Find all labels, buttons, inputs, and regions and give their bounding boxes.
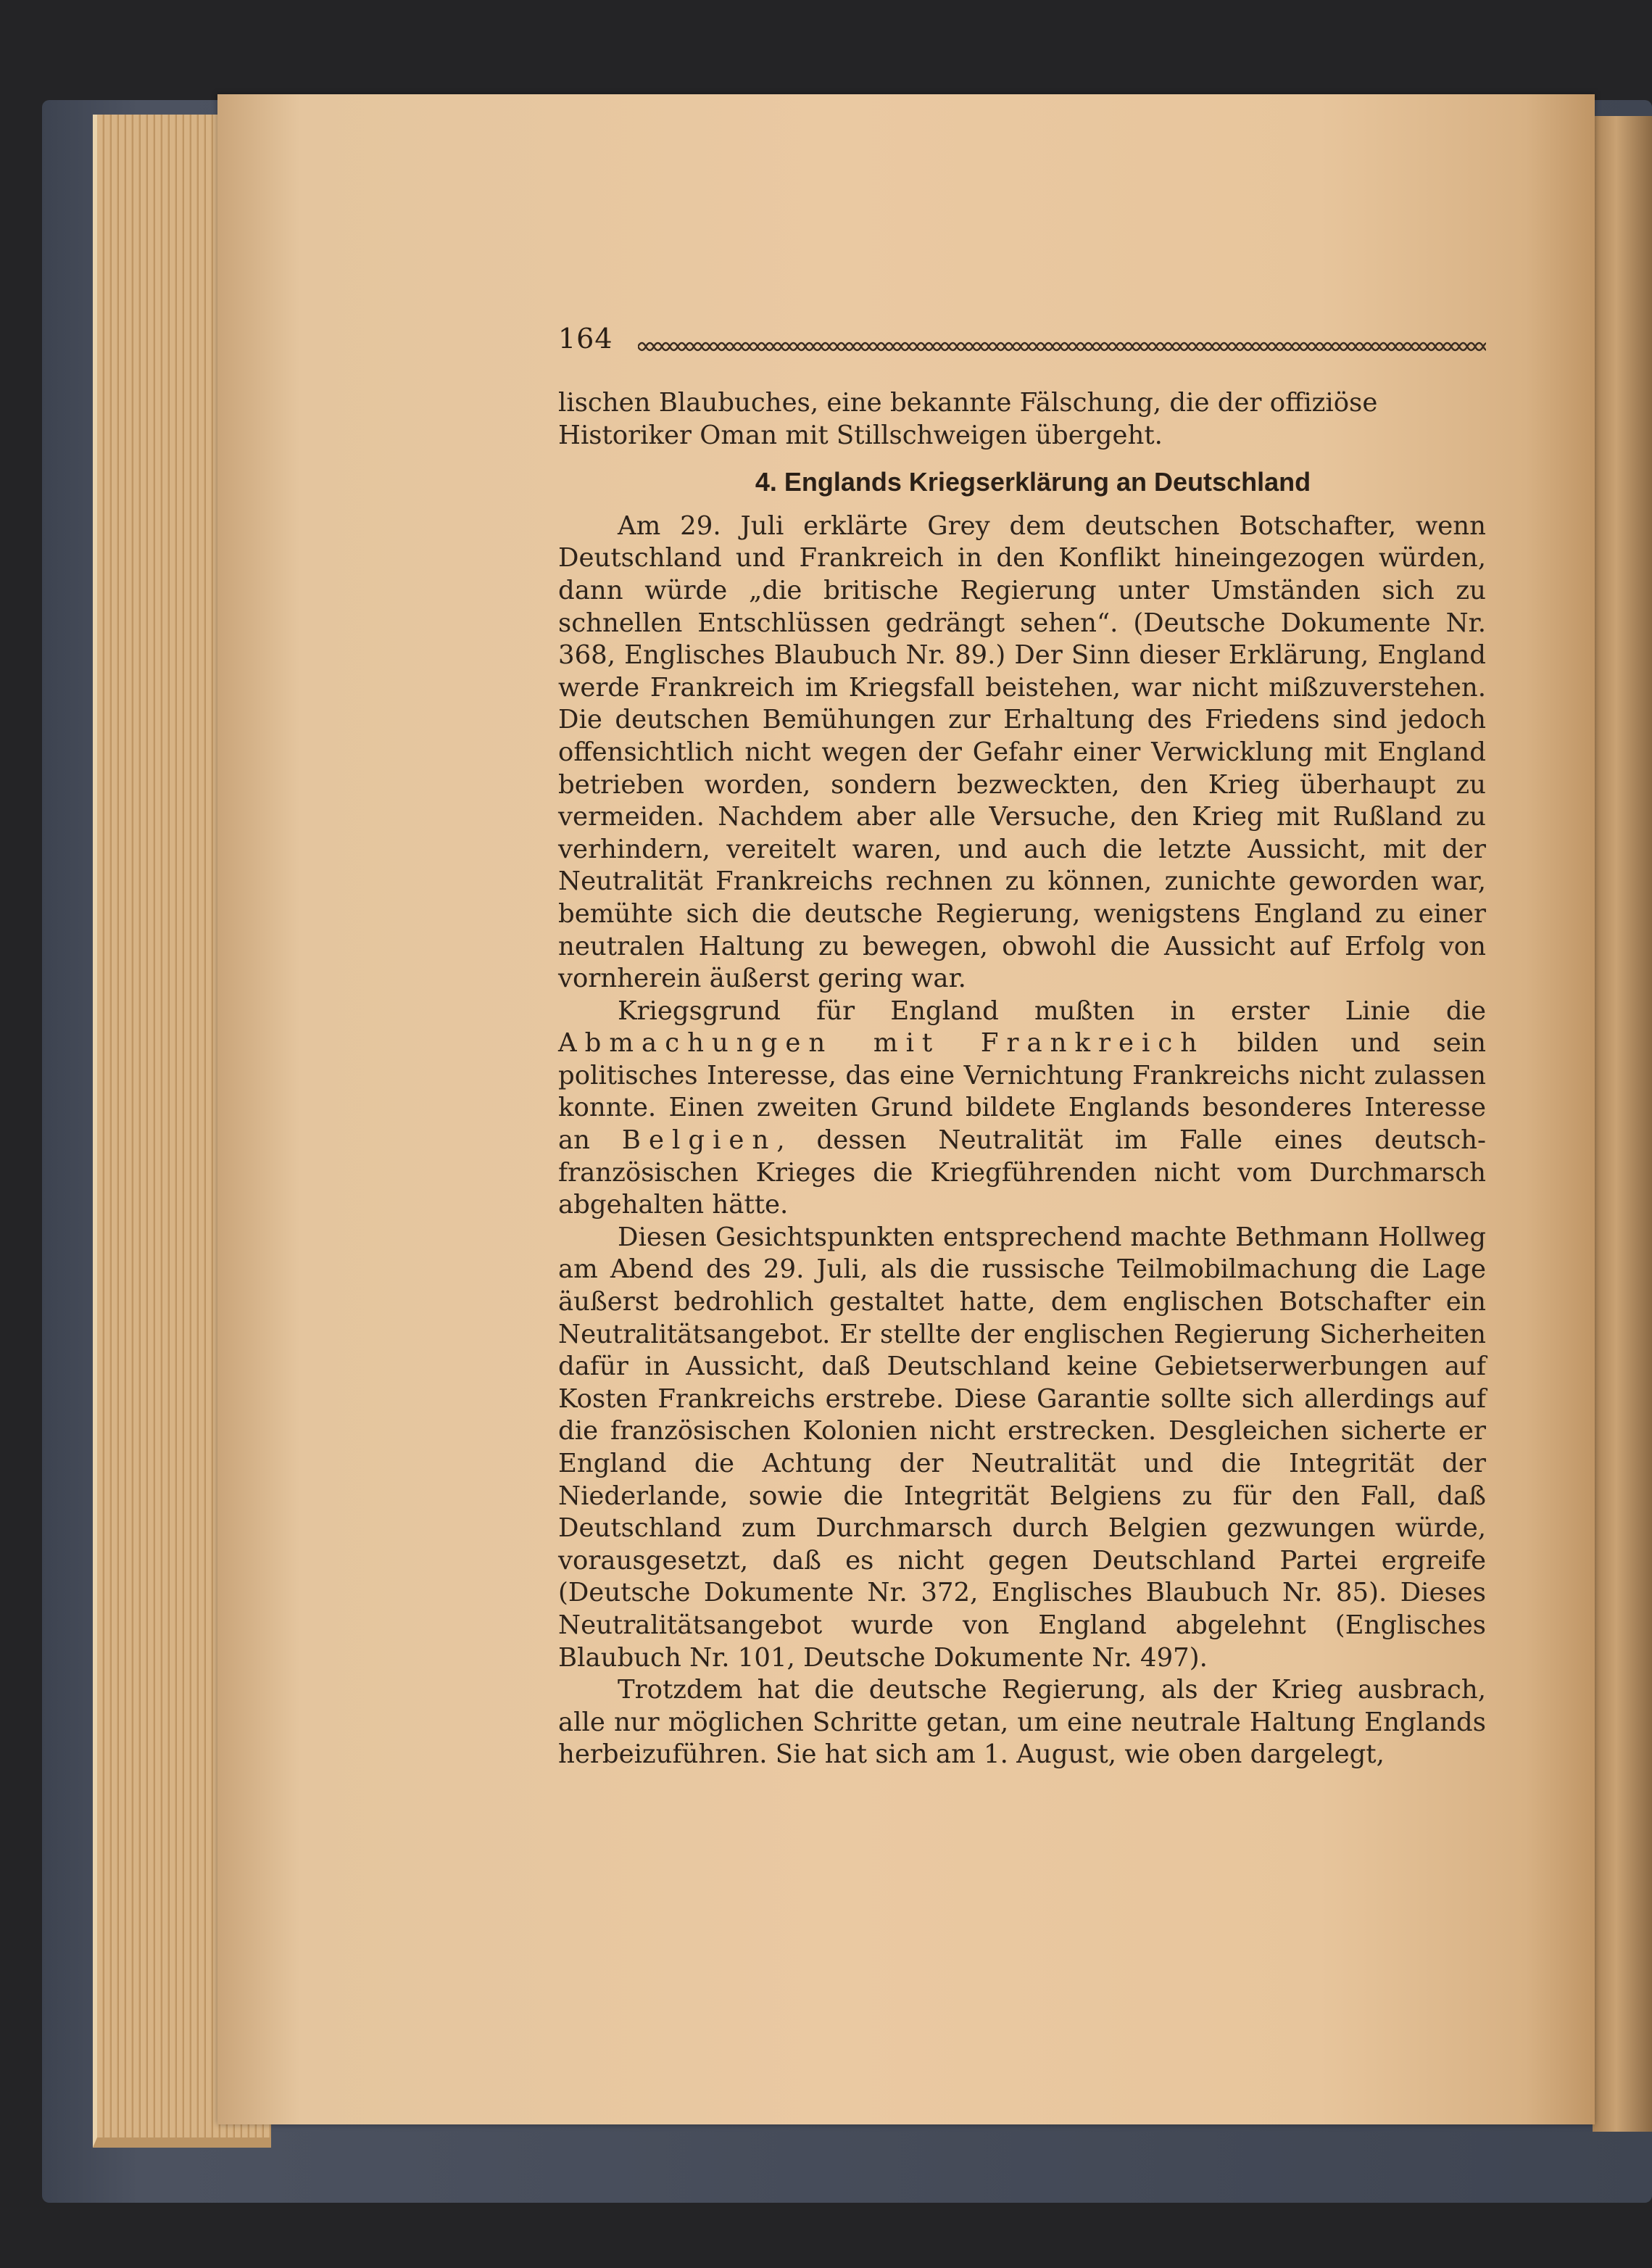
running-head: [558, 323, 1493, 360]
body-text: [558, 387, 1486, 1771]
paragraph-1: Am 29. Juli erklärte Grey dem deutschen Botschafter, wenn Deutschland und Frankreich in den Konflikt hineingezogen würden, dann würde „die britische Regierung unter Umständen sich zu schnellen Entschlüssen gedrängt sehen“. (Deutsche Dokumente Nr. 368, Englisches Blaubuch Nr. 89.) Der Sinn dieser Erklärung, England werde Frankreich im Kriegsfall beistehen, war nicht mißzuverstehen. Die deutschen Bemühungen zur Erhaltung des Friedens sind jedoch offensichtlich nicht wegen der Gefahr einer Verwicklung mit England betrieben worden, sondern bezweckten, den Krieg überhaupt zu vermeiden. Nachdem aber alle Versuche, den Krieg mit Rußland zu verhindern, vereitelt waren, und auch die letzte Aussicht, mit der Neutralität Frankreichs rechnen zu können, zunichte geworden war, bemühte sich die deutsche Regierung, wenigstens England zu einer neutralen Haltung zu bewegen, obwohl die Aussicht auf Erfolg von vornherein äußerst gering war.: [558, 510, 1486, 994]
ornamental-rule: [638, 336, 1486, 357]
page-number: 164: [558, 323, 613, 355]
paragraph-2-part-b: bilden und sein politisches Interesse, das eine Vernichtung Frankreichs nicht zulassen konnte. Einen zweiten Grund bildete Englands besonderes Interesse an: [558, 1028, 1486, 1156]
paragraph-3: Diesen Gesichtspunkten entsprechend machte Bethmann Hollweg am Abend des 29. Juli, als die russische Teilmobilmachung die Lage äußerst bedrohlich gestaltet hatte, dem englischen Botschafter ein Neutralitätsangebot. Er stellte der englischen Regierung Sicherheiten dafür in Aussicht, daß Deutschland keine Gebietserwerbungen auf Kosten Frankreichs erstrebe. Diese Garantie sollte sich allerdings auf die französischen Kolonien nicht erstrecken. Desgleichen sicherte er England die Achtung der Neutralität und die Integrität der Niederlande, sowie die Integrität Belgiens zu für den Fall, daß Deutschland zum Durchmarsch durch Belgien gezwungen würde, vorausgesetzt, daß es nicht gegen Deutschland Partei ergreife (Deutsche Dokumente Nr. 372, Englisches Blaubuch Nr. 85). Dieses Neutralitätsangebot wurde von England abgelehnt (Englisches Blaubuch Nr. 101, Deutsche Dokumente Nr. 497).: [558, 1222, 1486, 1673]
section-heading: 4. Englands Kriegserklärung an Deutschland: [755, 467, 1311, 497]
paragraph-2-part-a: Kriegsgrund für England mußten in erster Linie die: [618, 996, 1486, 1026]
intro-line-2: Historiker Oman mit Stillschweigen übergeht.: [558, 420, 1163, 450]
emphasis-belgien: Belgien: [621, 1125, 777, 1156]
intro-line-1: lischen Blaubuches, eine bekannte Fälschung, die der offiziöse: [558, 388, 1378, 418]
facing-page-edge: [1593, 116, 1652, 2132]
paragraph-4: Trotzdem hat die deutsche Regierung, als der Krieg ausbrach, alle nur möglichen Schritte getan, um eine neutrale Haltung Englands herbeizuführen. Sie hat sich am 1. August, wie oben dargelegt,: [558, 1675, 1486, 1770]
emphasis-abmachungen: Abmachungen mit Frankreich: [558, 1028, 1205, 1059]
paragraph-2-part-c: , dessen Neutralität im Falle eines deutsch-französischen Krieges die Kriegführenden nicht vom Durchmarsch abgehalten hätte.: [558, 1125, 1486, 1220]
paragraph-2: [558, 996, 1486, 1222]
